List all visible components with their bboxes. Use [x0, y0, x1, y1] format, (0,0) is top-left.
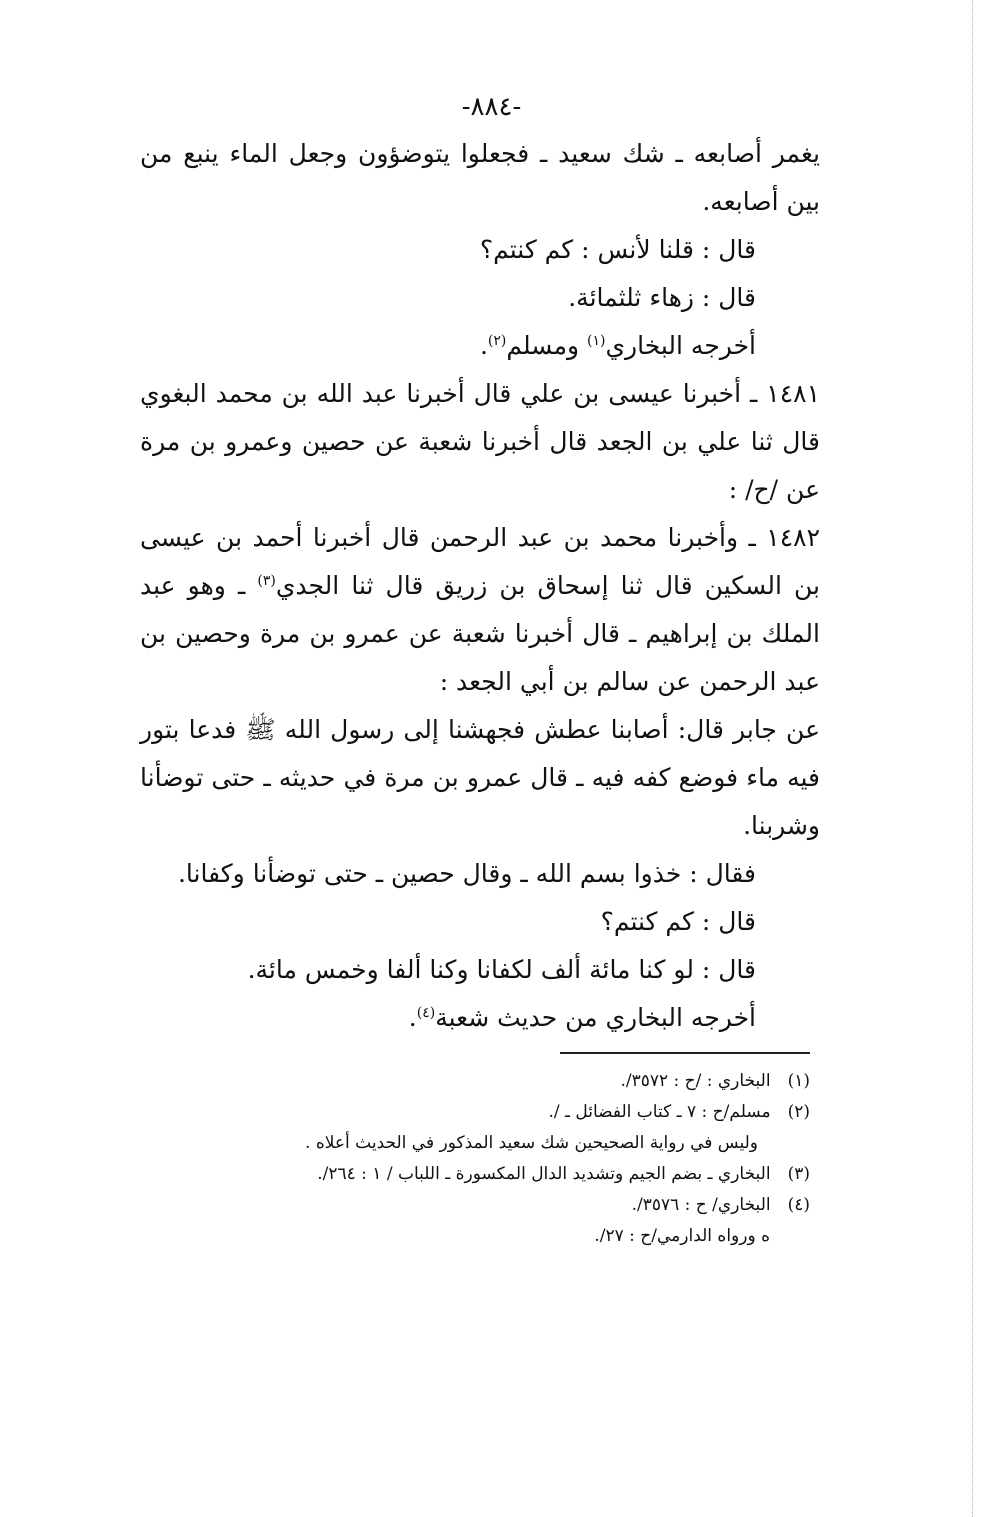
- takhrij-text: أخرجه البخاري من حديث شعبة: [435, 1003, 756, 1032]
- paragraph-question: قال : قلنا لأنس : كم كنتم؟: [479, 235, 756, 264]
- footnote-ref-4: (٤): [416, 1005, 436, 1021]
- footnote-2-continuation: وليس في رواية الصحيحين شك سعيد المذكور في الحديث أعلاه .: [305, 1133, 758, 1153]
- footnote-number: (٤): [787, 1195, 810, 1215]
- footnote-text: البخاري/ ح : ٣٥٧٦/.: [631, 1195, 771, 1215]
- takhrij-text: أخرجه البخاري: [605, 331, 756, 360]
- footnote-number: (٢): [787, 1102, 810, 1122]
- takhrij-text: ومسلم: [506, 331, 588, 360]
- takhrij-text: .: [479, 331, 488, 360]
- footnote-extra-note: ه ورواه الدارمي/ح : ٢٧/.: [594, 1226, 770, 1246]
- footnote-4: [140, 1190, 810, 1221]
- paragraph-answer-2: قال : لو كنا مائة ألف لكفانا وكنا ألفا وخمس مائة.: [247, 955, 756, 984]
- footnotes: [140, 1066, 810, 1252]
- footnote-3: [140, 1159, 810, 1190]
- main-text: [140, 130, 820, 1042]
- paragraph-matn-jabir: عن جابر قال: أصابنا عطش فجهشنا إلى رسول الله ﷺ فدعا بتور فيه ماء فوضع كفه فيه ـ قال عمرو بن مرة في حديثه ـ حتى توضأنا وشربنا.: [140, 715, 820, 840]
- footnote-number: (١): [787, 1071, 810, 1091]
- paragraph-isnad-1482: [140, 514, 820, 706]
- footnote-separator: [560, 1052, 810, 1054]
- isnad-text: ـ وهو عبد الملك بن إبراهيم ـ قال أخبرنا شعبة عن عمرو بن مرة وحصين بن عبد الرحمن عن سالم بن أبي الجعد :: [140, 571, 820, 696]
- footnote-text: البخاري : /ح : ٣٥٧٢/.: [620, 1071, 771, 1091]
- footnote-1: [140, 1066, 810, 1097]
- page-edge-line: [972, 0, 973, 1517]
- paragraph-saying: فقال : خذوا بسم الله ـ وقال حصين ـ حتى توضأنا وكفانا.: [177, 859, 756, 888]
- paragraph-question-2: قال : كم كنتم؟: [600, 907, 756, 936]
- footnote-ref-2: (٢): [487, 333, 507, 349]
- isnad-text: ١٤٨٢ ـ وأخبرنا محمد بن عبد الرحمن قال أخبرنا أحمد بن عيسى بن السكين قال ثنا إسحاق بن زريق قال ثنا الجدي: [140, 523, 821, 600]
- footnote-ref-1: (١): [587, 333, 606, 349]
- footnote-text: البخاري ـ بضم الجيم وتشديد الدال المكسورة ـ اللباب / ١ : ٢٦٤/.: [317, 1164, 771, 1184]
- paragraph-takhrij-1: [140, 322, 820, 370]
- paragraph-hadith-continuation: يغمر أصابعه ـ شك سعيد ـ فجعلوا يتوضؤون وجعل الماء ينبع من بين أصابعه.: [140, 139, 820, 216]
- footnote-number: (٣): [787, 1164, 810, 1184]
- paragraph-takhrij-2: [140, 994, 820, 1042]
- footnote-2: [140, 1097, 810, 1128]
- footnote-text: مسلم/ح : ٧ ـ كتاب الفضائل ـ /.: [548, 1102, 771, 1122]
- paragraph-answer: قال : زهاء ثلثمائة.: [568, 283, 756, 312]
- footnote-ref-3: (٣): [257, 573, 276, 589]
- takhrij-text: .: [408, 1003, 417, 1032]
- page-number: -٨٨٤-: [461, 92, 522, 122]
- paragraph-isnad-1481: ١٤٨١ ـ أخبرنا عيسى بن علي قال أخبرنا عبد الله بن محمد البغوي قال ثنا علي بن الجعد قال أخبرنا شعبة عن حصين وعمرو بن مرة عن /ح/ :: [140, 379, 820, 504]
